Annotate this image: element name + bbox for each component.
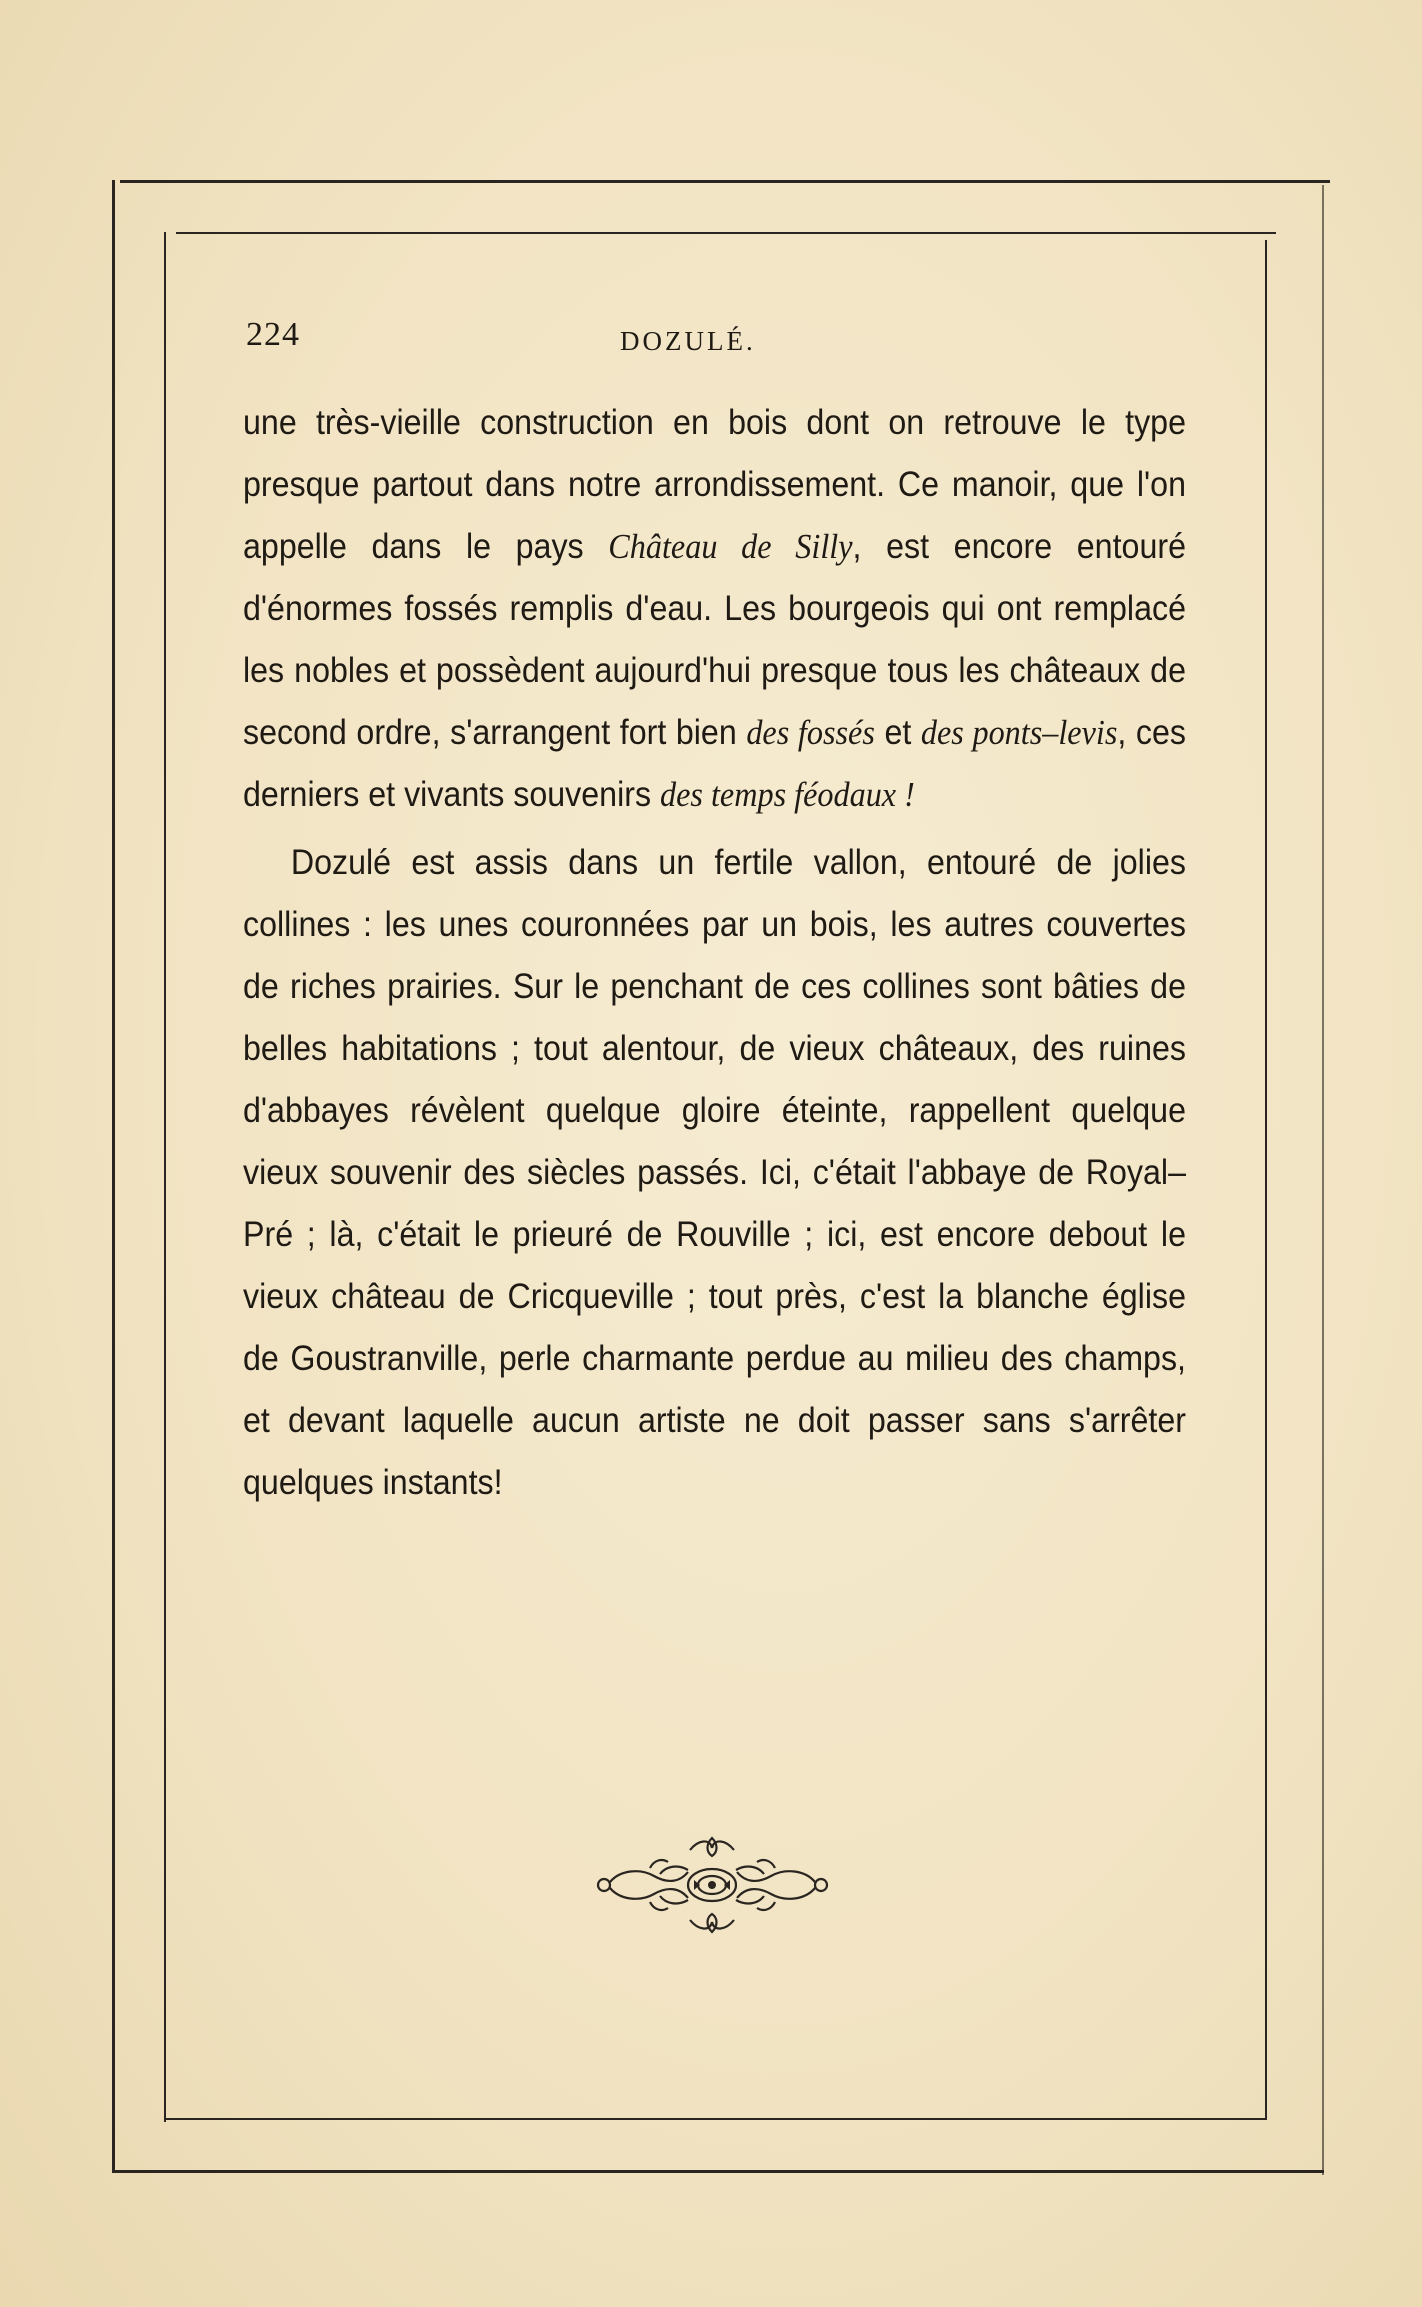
body-text [243,392,1186,1514]
page-number: 224 [246,316,300,353]
frame-top-inner [176,232,1276,234]
frame-bottom-outer [112,2170,1324,2173]
p1-text-1: une très-vieille construction en bois dont on retrouve le type presque partout dans notre arrondissement. Ce manoir, que l'on appelle dans le pays [243,403,1186,566]
p1-text-3: et [874,713,921,752]
frame-top-outer [120,180,1330,183]
running-head: DOZULÉ. [620,326,756,356]
paragraph-2: Dozulé est assis dans un fertile vallon, entouré de jolies collines : les unes couronnées par un bois, les autres couvertes de riches prairies. Sur le penchant de ces collines sont bâties de belles habitations ; tout alentour, de vieux châteaux, des ruines d'abbayes révèlent quelque gloire éteinte, rappellent quelque vieux souvenir des siècles passés. Ici, c'était l'abbaye de Royal–Pré ; là, c'était le prieuré de Rouville ; ici, est encore debout le vieux château de Cricqueville ; tout près, c'est la blanche église de Goustranville, perle charmante perdue au milieu des champs, et devant laquelle aucun artiste ne doit passer sans s'arrêter quelques instants! [243,843,1187,1502]
frame-right-inner [1265,240,1267,2120]
frame-left-outer [112,180,115,2170]
p1-italic-1: Château de Silly [608,527,853,566]
frame-right-outer [1322,185,1324,2175]
p1-italic-4: des temps féodaux ! [660,775,915,814]
p1-italic-2: des fossés [746,713,875,752]
p1-text-4: , ces derniers et vivants souvenirs [243,713,1187,814]
frame-left-inner [164,232,166,2122]
fleuron-ornament-icon [590,1830,835,1940]
p1-italic-3: des ponts–levis [920,713,1118,752]
frame-bottom-inner [164,2118,1267,2120]
paragraph-1 [243,392,1186,826]
p1-text-2: , est encore entouré d'énormes fossés remplis d'eau. Les bourgeois qui ont remplacé les nobles et possèdent aujourd'hui presque tous les châteaux de second ordre, s'arrangent fort bien [243,527,1186,752]
